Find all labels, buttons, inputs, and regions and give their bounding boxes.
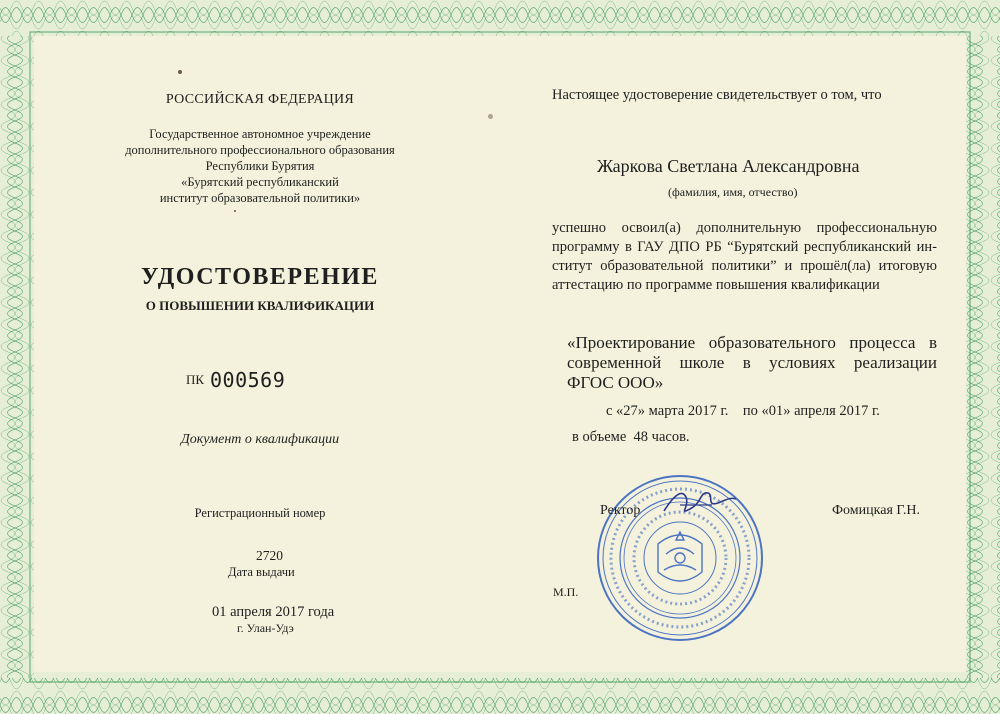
speck <box>488 114 493 119</box>
course-volume: в объеме 48 часов. <box>572 429 690 445</box>
document-subtitle: О ПОВЫШЕНИИ КВАЛИФИКАЦИИ <box>145 298 375 313</box>
issue-city: г. Улан-Удэ <box>237 621 294 635</box>
issue-date: 01 апреля 2017 года <box>212 604 335 620</box>
course-dates: с «27» марта 2017 г. по «01» апреля 2017 г. <box>606 403 880 419</box>
document-type: Документ о квалификации <box>180 432 340 447</box>
course-line: ФГОС ООО» <box>567 373 664 392</box>
seal-place-label: М.П. <box>553 585 579 599</box>
rector-label: Ректор <box>600 503 641 518</box>
course-line: современной школе в условиях реализации <box>567 353 937 372</box>
holder-full-name: Жаркова Светлана Александровна <box>597 156 860 176</box>
speck <box>234 210 236 212</box>
registration-number: 2720 <box>256 548 283 563</box>
rector-signature <box>660 485 740 521</box>
course-title <box>567 333 937 393</box>
registration-label: Регистрационный номер <box>194 506 326 520</box>
issue-date-label: Дата выдачи <box>228 565 295 579</box>
program-line: аттестацию по программе повышения квалификации <box>552 277 880 293</box>
institution-line: «Бурятский республиканский <box>181 175 339 189</box>
program-line: программу в ГАУ ДПО РБ “Бурятский республиканский ин- <box>552 239 937 255</box>
name-caption: (фамилия, имя, отчество) <box>668 185 798 199</box>
institution-line: институт образовательной политики» <box>159 191 361 205</box>
institution-line: Республики Бурятия <box>205 159 315 173</box>
country-name: РОССИЙСКАЯ ФЕДЕРАЦИЯ <box>165 92 355 107</box>
rector-name: Фомицкая Г.Н. <box>832 503 921 518</box>
course-line: «Проектирование образовательного процесса в <box>567 333 937 352</box>
certificate-number: 000569 <box>210 368 286 392</box>
institution-line: Государственное автономное учреждение <box>149 127 371 141</box>
speck <box>178 70 182 74</box>
program-line: ститут образовательной политики” и прошёл(ла) итоговую <box>552 258 937 274</box>
institution-line: дополнительного профессионального образования <box>125 143 395 157</box>
series-label: ПК <box>186 372 205 387</box>
intro-text: Настоящее удостоверение свидетельствует о том, что <box>552 87 882 103</box>
institution-name <box>60 126 460 206</box>
program-line: успешно освоил(а) дополнительную профессиональную <box>552 220 937 236</box>
document-title: УДОСТОВЕРЕНИЕ <box>141 264 379 290</box>
program-paragraph <box>552 219 937 295</box>
